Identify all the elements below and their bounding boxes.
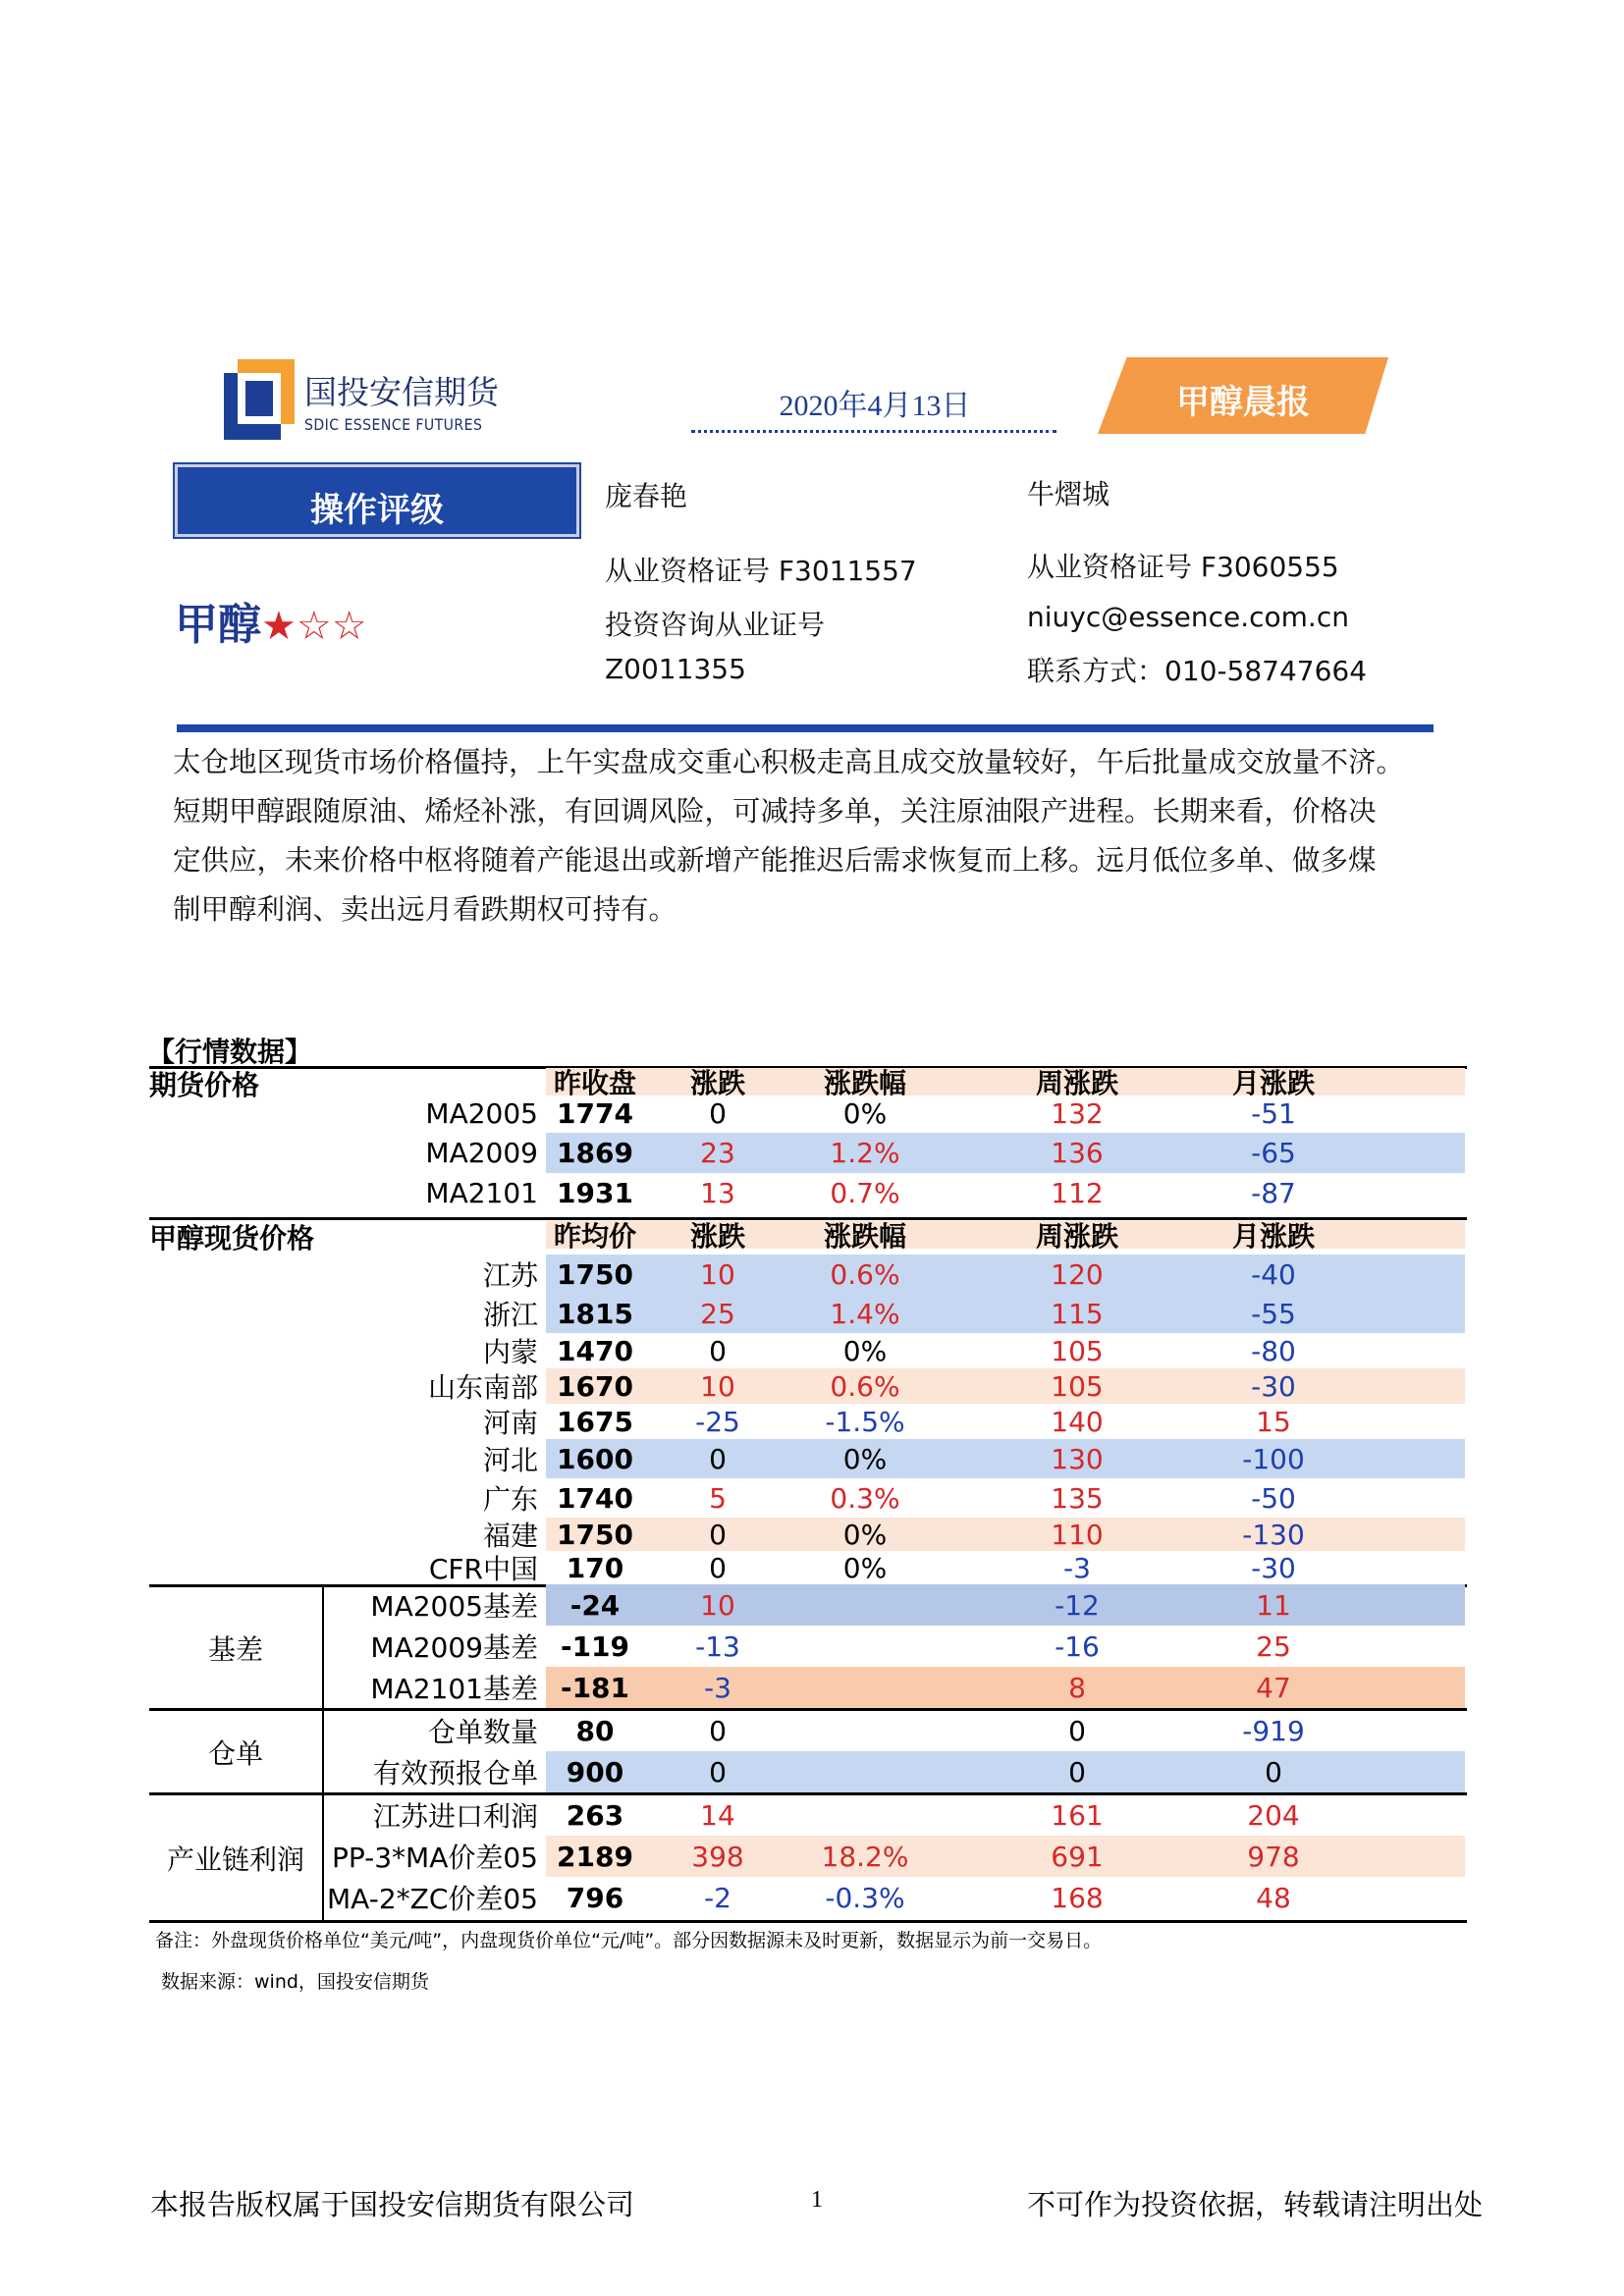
- table-row: [149, 1368, 1467, 1404]
- table-title: 【行情数据】: [147, 1036, 313, 1068]
- cell-weekly-change: 132: [1051, 1096, 1104, 1130]
- cell-change: -3: [704, 1671, 731, 1704]
- cell-price: 1675: [557, 1405, 633, 1438]
- cell-weekly-change: -16: [1055, 1629, 1100, 1663]
- cell-change-pct: 18.2%: [821, 1840, 909, 1873]
- group-label: 产业链利润: [166, 1843, 304, 1876]
- product-name: 甲醇: [175, 600, 261, 650]
- analyst-2-email: niuyc@essence.com.cn: [1027, 601, 1349, 633]
- table-footnote: 备注：外盘现货价格单位“美元/吨”，内盘现货价单位“元/吨”。部分因数据源未及时更新，数据显示为前一交易日。: [155, 1930, 1103, 1951]
- cell-price: 1931: [557, 1177, 633, 1209]
- cell-change-pct: [791, 1710, 939, 1751]
- cell-change: -13: [695, 1629, 740, 1663]
- group-divider: [322, 1708, 324, 1792]
- cell-change: 0: [709, 1096, 727, 1130]
- cell-change-pct: 0%: [842, 1551, 888, 1584]
- cell-price: 1869: [557, 1137, 633, 1169]
- cell-monthly-change: -30: [1251, 1551, 1296, 1584]
- row-label: 有效预报仓单: [372, 1757, 538, 1789]
- cell-price: 796: [566, 1881, 624, 1914]
- table-row: [149, 1794, 1467, 1836]
- group-label: 仓单: [207, 1737, 263, 1770]
- cell-weekly-change: 112: [1051, 1177, 1104, 1209]
- logo-name-cn: 国投安信期货: [304, 373, 499, 411]
- table-header-row: [149, 1067, 1467, 1101]
- summary-line: 定供应，未来价格中枢将随着产能退出或新增产能推迟后需求恢复而上移。远月低位多单、做多煤: [173, 844, 1377, 877]
- cell-change-pct: 0.7%: [830, 1177, 900, 1209]
- cell-change-pct: 0.6%: [830, 1257, 900, 1291]
- cell-weekly-change: 136: [1051, 1137, 1104, 1169]
- cell-price: 900: [566, 1755, 624, 1789]
- summary-line: 制甲醇利润、卖出远月看跌期权可持有。: [173, 893, 677, 926]
- cell-price: 1750: [557, 1518, 633, 1551]
- cell-monthly-change: -50: [1251, 1481, 1296, 1515]
- column-header: 月涨跌: [1231, 1220, 1315, 1253]
- cell-change-pct: [791, 1667, 939, 1708]
- cell-price: 263: [566, 1798, 624, 1832]
- cell-monthly-change: 11: [1256, 1588, 1291, 1622]
- table-row: [149, 1551, 1467, 1584]
- cell-weekly-change: 161: [1051, 1798, 1104, 1832]
- section-title: 期货价格: [149, 1069, 260, 1101]
- cell-change: 0: [709, 1551, 727, 1584]
- rating-box-label: 操作评级: [310, 491, 444, 530]
- cell-change: -25: [695, 1405, 740, 1438]
- cell-weekly-change: 105: [1051, 1334, 1104, 1367]
- cell-change-pct: 0%: [842, 1334, 888, 1367]
- row-label: 山东南部: [427, 1371, 538, 1404]
- section-divider: [177, 724, 1434, 732]
- table-row: [149, 1439, 1467, 1478]
- cell-change-pct: -1.5%: [825, 1405, 905, 1438]
- column-header: 涨跌幅: [823, 1220, 906, 1253]
- column-header: 周涨跌: [1035, 1067, 1118, 1099]
- cell-price: 1470: [557, 1334, 633, 1367]
- table-row: [149, 1404, 1467, 1439]
- cell-price: 80: [575, 1714, 615, 1747]
- row-label: MA2005基差: [370, 1590, 538, 1623]
- cell-price: -24: [569, 1588, 621, 1622]
- rating-box: [175, 464, 579, 537]
- cell-price: 2189: [557, 1840, 633, 1873]
- column-header: 周涨跌: [1035, 1220, 1118, 1253]
- cell-weekly-change: 168: [1051, 1881, 1104, 1914]
- cell-change: 0: [709, 1755, 727, 1789]
- cell-monthly-change: -55: [1251, 1297, 1296, 1330]
- cell-monthly-change: -80: [1251, 1334, 1296, 1367]
- group-label: 基差: [207, 1633, 263, 1666]
- cell-weekly-change: 0: [1068, 1755, 1086, 1789]
- row-label: 广东: [482, 1483, 538, 1516]
- cell-monthly-change: -65: [1251, 1137, 1296, 1169]
- cell-price: 1750: [557, 1257, 633, 1291]
- column-header: 昨收盘: [553, 1067, 636, 1099]
- company-logo: [224, 359, 499, 440]
- cell-change-pct: 0%: [842, 1096, 888, 1130]
- row-label: PP-3*MA价差05: [331, 1842, 538, 1874]
- table-rule: [149, 1920, 1467, 1923]
- cell-monthly-change: -130: [1242, 1518, 1305, 1551]
- column-header: 涨跌幅: [823, 1067, 906, 1099]
- cell-change-pct: 0.6%: [830, 1369, 900, 1403]
- cell-monthly-change: 48: [1256, 1881, 1291, 1914]
- cell-monthly-change: 978: [1247, 1840, 1300, 1873]
- cell-weekly-change: 110: [1051, 1518, 1104, 1551]
- cell-change: 25: [700, 1297, 735, 1330]
- cell-monthly-change: -100: [1242, 1442, 1305, 1475]
- row-label: MA2009基差: [370, 1631, 538, 1664]
- row-label: MA2009: [425, 1137, 538, 1169]
- cell-price: 170: [566, 1551, 624, 1584]
- cell-weekly-change: 135: [1051, 1481, 1104, 1515]
- cell-weekly-change: 120: [1051, 1257, 1104, 1291]
- cell-price: 1740: [557, 1481, 633, 1515]
- row-label: 福建: [482, 1520, 538, 1552]
- report-tag-label: 甲醇晨报: [1176, 383, 1310, 422]
- row-label: CFR中国: [428, 1553, 538, 1585]
- analyst-1-name: 庞春艳: [605, 480, 688, 512]
- cell-change: -2: [704, 1881, 731, 1914]
- table-row: [149, 1877, 1467, 1918]
- column-header: 涨跌: [689, 1067, 745, 1099]
- cell-monthly-change: 0: [1265, 1755, 1282, 1789]
- row-label: MA-2*ZC价差05: [327, 1883, 538, 1915]
- column-header: 昨均价: [553, 1220, 636, 1253]
- row-label: 江苏: [482, 1259, 538, 1292]
- analyst-2-qualification: 从业资格证号 F3060555: [1027, 551, 1339, 583]
- product-rating: [175, 589, 367, 652]
- column-header: 涨跌: [689, 1220, 745, 1253]
- row-label: 河南: [482, 1407, 538, 1439]
- cell-monthly-change: 204: [1247, 1798, 1300, 1832]
- table-row: [149, 1667, 1467, 1708]
- row-label: 河北: [482, 1444, 538, 1476]
- cell-weekly-change: 691: [1051, 1840, 1104, 1873]
- section-title: 甲醇现货价格: [149, 1222, 315, 1255]
- logo-mark-icon: [224, 359, 295, 440]
- cell-weekly-change: 130: [1051, 1442, 1104, 1475]
- cell-change: 13: [700, 1177, 735, 1209]
- cell-weekly-change: 105: [1051, 1369, 1104, 1403]
- cell-monthly-change: -51: [1251, 1096, 1296, 1130]
- analyst-2-name: 牛熠城: [1027, 478, 1110, 510]
- cell-price: 1670: [557, 1369, 633, 1403]
- cell-change-pct: 1.2%: [830, 1137, 900, 1169]
- analyst-1-advisory-number: Z0011355: [605, 653, 746, 685]
- data-source: 数据来源：wind，国投安信期货: [161, 1971, 429, 1993]
- star-rating-icon: ★☆☆: [261, 604, 367, 649]
- cell-weekly-change: 140: [1051, 1405, 1104, 1438]
- cell-weekly-change: 0: [1068, 1714, 1086, 1747]
- cell-change-pct: [791, 1584, 939, 1626]
- cell-change-pct: 0.3%: [830, 1481, 900, 1515]
- footer-copyright: 本报告版权属于国投安信期货有限公司: [150, 2188, 635, 2221]
- row-label: MA2101: [425, 1177, 538, 1209]
- cell-change-pct: [791, 1626, 939, 1667]
- row-label: MA2005: [425, 1096, 538, 1130]
- table-row: [149, 1584, 1467, 1626]
- cell-price: 1815: [557, 1297, 633, 1330]
- table-row: [149, 1518, 1467, 1551]
- cell-monthly-change: 47: [1256, 1671, 1291, 1704]
- table-header-row: [149, 1220, 1467, 1255]
- cell-change: 23: [700, 1137, 735, 1169]
- cell-weekly-change: 115: [1051, 1297, 1104, 1330]
- cell-change-pct: -0.3%: [825, 1881, 905, 1914]
- market-summary: [173, 738, 1449, 934]
- cell-change-pct: 0%: [842, 1518, 888, 1551]
- analyst-2-contact: 联系方式：010-58747664: [1027, 655, 1368, 687]
- cell-change: 10: [700, 1588, 735, 1622]
- cell-change-pct: [791, 1794, 939, 1836]
- cell-change-pct: 0%: [842, 1442, 888, 1475]
- row-label: 江苏进口利润: [372, 1800, 538, 1833]
- report-date: 2020年4月13日: [779, 390, 971, 422]
- row-label: MA2101基差: [370, 1673, 538, 1705]
- table-row: [149, 1751, 1467, 1792]
- logo-name-en: SDIC ESSENCE FUTURES: [304, 415, 483, 434]
- footer-disclaimer: 不可作为投资依据，转载请注明出处: [1027, 2188, 1484, 2221]
- cell-weekly-change: 8: [1068, 1671, 1086, 1704]
- cell-weekly-change: -12: [1055, 1588, 1100, 1622]
- group-divider: [322, 1792, 324, 1920]
- cell-monthly-change: -30: [1251, 1369, 1296, 1403]
- summary-line: 短期甲醇跟随原油、烯烃补涨，有回调风险，可减持多单，关注原油限产进程。长期来看，价格决: [173, 795, 1377, 828]
- cell-change: 10: [700, 1257, 735, 1291]
- row-label: 仓单数量: [427, 1716, 538, 1748]
- report-tag: [1098, 357, 1388, 434]
- page-number: 1: [811, 2187, 823, 2213]
- cell-change: 5: [709, 1481, 727, 1515]
- cell-change: 0: [709, 1442, 727, 1475]
- cell-change-pct: 1.4%: [830, 1297, 900, 1330]
- cell-price: 1600: [557, 1442, 633, 1475]
- cell-weekly-change: -3: [1063, 1551, 1091, 1584]
- cell-monthly-change: 25: [1256, 1629, 1291, 1663]
- table-row: [149, 1333, 1467, 1368]
- cell-change-pct: [791, 1751, 939, 1792]
- cell-change: 0: [709, 1714, 727, 1747]
- group-divider: [322, 1584, 324, 1708]
- row-label: 内蒙: [482, 1336, 538, 1368]
- cell-monthly-change: -919: [1242, 1714, 1305, 1747]
- cell-price: -119: [560, 1629, 630, 1663]
- cell-monthly-change: -40: [1251, 1257, 1296, 1291]
- table-row: [149, 1626, 1467, 1667]
- table-row: [149, 1094, 1467, 1133]
- table-row: [149, 1836, 1467, 1877]
- row-label: 浙江: [482, 1299, 538, 1331]
- cell-monthly-change: 15: [1256, 1405, 1291, 1438]
- table-row: [149, 1173, 1467, 1213]
- analyst-1-qualification: 从业资格证号 F3011557: [605, 555, 917, 587]
- cell-change: 10: [700, 1369, 735, 1403]
- table-row: [149, 1478, 1467, 1518]
- cell-monthly-change: -87: [1251, 1177, 1296, 1209]
- table-row: [149, 1710, 1467, 1751]
- table-row: [149, 1294, 1467, 1333]
- cell-change: 0: [709, 1334, 727, 1367]
- cell-price: 1774: [557, 1096, 633, 1130]
- cell-change: 14: [700, 1798, 735, 1832]
- summary-line: 太仓地区现货市场价格僵持，上午实盘成交重心积极走高且成交放量较好，午后批量成交放量不济。: [173, 746, 1405, 778]
- column-header: 月涨跌: [1231, 1067, 1315, 1099]
- analyst-1-advisory-label: 投资咨询从业证号: [605, 609, 826, 641]
- cell-price: -181: [560, 1671, 630, 1704]
- table-row: [149, 1255, 1467, 1294]
- date-underline: [691, 430, 1056, 433]
- cell-change: 0: [709, 1518, 727, 1551]
- cell-change: 398: [691, 1840, 744, 1873]
- table-row: [149, 1133, 1467, 1173]
